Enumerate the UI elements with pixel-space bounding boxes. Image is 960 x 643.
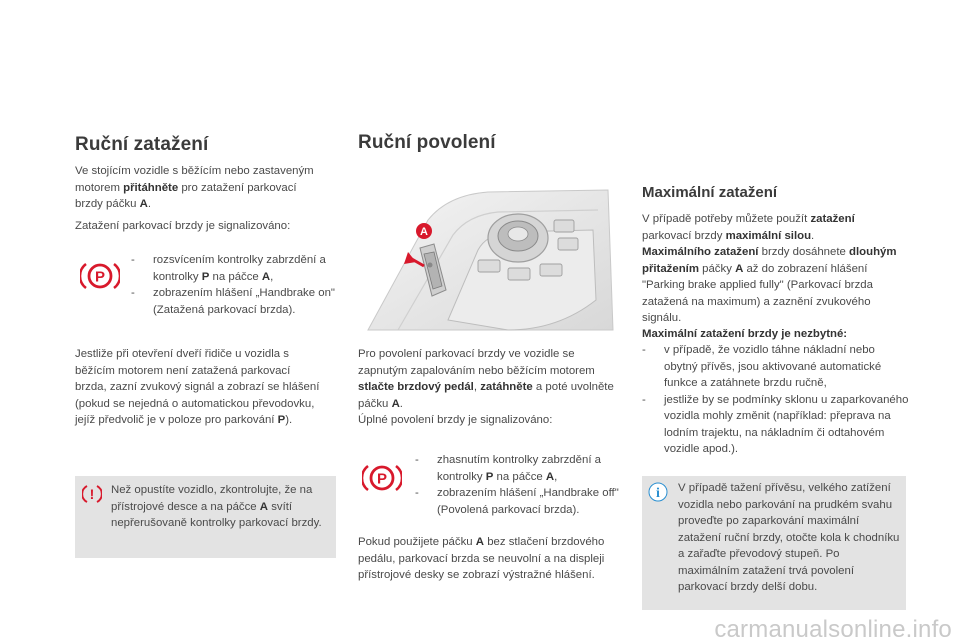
svg-text:i: i — [656, 486, 660, 501]
left-title: Ruční zatažení — [75, 134, 209, 155]
left-signalized: Zatažení parkovací brzdy je signalizováno: — [75, 220, 291, 232]
list-item: - jestliže by se podmínky sklonu u zaparkovaného vozidla mohly změnit (například: přeprava na lodním trajektu, na nákladním či odtahovém vozidle apod.). — [642, 393, 909, 455]
svg-text:!: ! — [89, 486, 95, 502]
list-item: - zobrazením hlášení „Handbrake on" (Zatažená parkovací brzda). — [131, 287, 335, 316]
info-panel — [642, 476, 906, 610]
info-text: V případě tažení přívěsu, velkého zatížení vozidla nebo parkování na prudkém svahu proveďte po zaparkování maximální zatažení ruční brzdy, otočte kola k chodníku a zařaďte převodový stupeň. Po maximálním zatažení trvá povolení parkovací brzdy delší dobu. — [678, 482, 900, 593]
middle-signalized: Úplné povolení brzdy je signalizováno: — [358, 414, 553, 426]
middle-title: Ruční povolení — [358, 132, 496, 153]
svg-text:P: P — [94, 268, 106, 286]
watermark-text: carmanualsonline.info — [714, 615, 952, 643]
list-item: - zobrazením hlášení „Handbrake off" (Povolená parkovací brzda). — [415, 487, 619, 516]
right-bullet-list — [642, 342, 910, 458]
left-intro: Ve stojícím vozidle s běžícím nebo zastaveným motorem přitáhněte pro zatažení parkovací brzdy páčku A. — [75, 165, 314, 210]
right-paragraph-2: Maximálního zatažení brzdy dosáhnete dlouhým přitažením páčky A až do zobrazení hlášení "Parking brake applied fully" (Parkovací brzda zatažená na maximum) a zaznění zvukového signálu. — [642, 246, 897, 324]
middle-bullet-list — [415, 452, 620, 518]
left-door-paragraph: Jestliže při otevření dveří řidiče u vozidla s běžícím motorem není zatažená parkovací brzda, zazní zvukový signál a zobrazí se hlášení (pokud se nejedná o automatickou převodovku, jejíž předvolič je v poloze pro parkování P). — [75, 348, 320, 426]
info-icon — [648, 482, 668, 502]
parking-brake-warning-icon — [80, 261, 120, 297]
middle-paragraph-1: Pro povolení parkovací brzdy ve vozidle se zapnutým zapalováním nebo běžícím motorem stlačte brzdový pedál, zatáhněte a poté uvolněte páčku A. — [358, 348, 614, 410]
svg-text:P: P — [376, 470, 388, 488]
list-item: - zhasnutím kontrolky zabrzdění a kontrolky P na páčce A, — [415, 454, 601, 483]
parking-brake-warning-icon — [362, 463, 402, 499]
right-paragraph-1: V případě potřeby můžete použít zatažení parkovací brzdy maximální silou. — [642, 213, 855, 242]
warning-text: Než opustíte vozidlo, zkontrolujte, že na přístrojové desce a na páčce A svítí nepřerušovaně kontrolky parkovací brzdy. — [111, 484, 322, 529]
warning-panel — [75, 476, 336, 558]
right-paragraph-3: Maximální zatažení brzdy je nezbytné: — [642, 328, 848, 340]
left-bullet-list — [131, 252, 336, 318]
svg-text:A: A — [420, 226, 428, 238]
warning-icon — [82, 484, 102, 504]
list-item: - rozsvícením kontrolky zabrzdění a kontrolky P na páčce A, — [131, 254, 326, 283]
list-item: - v případě, že vozidlo táhne nákladní nebo obytný přívěs, jsou aktivované automatické funkce a zatáhnete brzdu ručně, — [642, 344, 882, 389]
middle-paragraph-2: Pokud použijete páčku A bez stlačení brzdového pedálu, parkovací brzda se neuvolní a na displeji přístrojové desky se zobrazí výstražné hlášení. — [358, 536, 605, 581]
right-title: Maximální zatažení — [642, 184, 778, 201]
parking-brake-lever-illustration — [358, 180, 620, 338]
